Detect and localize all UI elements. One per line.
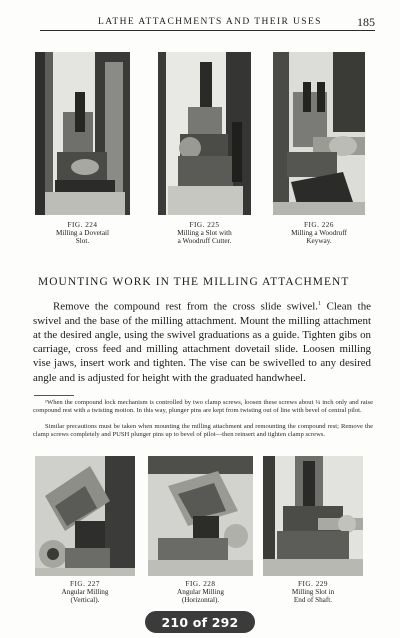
figure-224-caption [35,221,130,246]
figure-228-label: FIG. 228 [185,580,216,588]
body-paragraph [33,297,371,385]
figure-229-label: FIG. 229 [298,580,328,588]
footnote-2: Similar precautions must be taken when mounting the milling attachment and remounting the compound rest; Remove the clamp screws completely and PUSH plunger pins up to bevel of pilot—then reinsert and tighten clamp screws. [33,423,373,438]
section-heading: MOUNTING WORK IN THE MILLING ATTACHMENT [38,276,350,288]
figure-226-caption-line2: Keyway. [306,237,332,246]
figure-226-label: FIG. 226 [304,221,334,229]
figure-226-photo [273,52,365,215]
figure-227-photo [35,456,135,576]
figure-228-caption-line2: (Horizontal). [181,596,220,605]
figure-229-caption-line2: End of Shaft. [293,596,333,605]
body-paragraph-part2: Clean the swivel and the base of the milling attachment. Mount the milling attachment at the desired angle, using the swivel graduations as a guide. Tighten gibs on carriage, cross feed and milling attachment dovetail slide. Loosen milling vise jaws, insert work and tighten. The vise can be swivelled to any desired angle and is adjusted for height with the graduated handwheel. [33,300,371,384]
figure-227-caption-line1: Angular Milling [61,588,109,597]
figure-224-caption-line1: Milling a Dovetail [55,229,110,238]
figure-224-label: FIG. 224 [67,221,98,229]
footnote-marker: 1 [318,301,321,307]
body-paragraph-part1: Remove the compound rest from the cross slide swivel. [53,300,318,313]
figure-225-caption [152,221,257,246]
figure-227-caption [35,580,135,605]
figure-229-caption-line1: Milling Slot in [291,588,335,597]
figure-229-photo [263,456,363,576]
footnote-divider [34,395,74,396]
page-number: 185 [357,15,375,29]
figure-225-label: FIG. 225 [189,221,220,229]
figure-226-caption-line1: Milling a Woodruff [291,229,347,238]
figure-226-caption [268,221,370,246]
figure-227-caption-line2: (Vertical). [70,596,100,605]
figure-225-photo [158,52,251,215]
figure-229-caption [263,580,363,605]
figure-228-photo [148,456,253,576]
figure-224-photo [35,52,130,215]
figure-228-caption-line1: Angular Milling [177,588,224,597]
figure-228-caption [148,580,253,605]
figure-224-caption-line2: Slot. [75,237,90,246]
figure-227-label: FIG. 227 [70,580,100,588]
figure-225-caption-line1: Milling a Slot with [177,229,232,238]
footnote-1: ¹When the compound lock mechanism is controlled by two clamp screws, loosen these screws about ¼ inch only and raise compound rest with a twisting motion. In this way, plunger pins are kept from twisting out of line with bevel of central pilot. [33,399,373,414]
figure-225-caption-line2: a Woodruff Cutter. [177,237,232,246]
running-header [40,17,375,31]
running-title: LATHE ATTACHMENTS AND THEIR USES [98,17,322,27]
page-indicator-badge[interactable]: 210 of 292 [145,611,255,633]
